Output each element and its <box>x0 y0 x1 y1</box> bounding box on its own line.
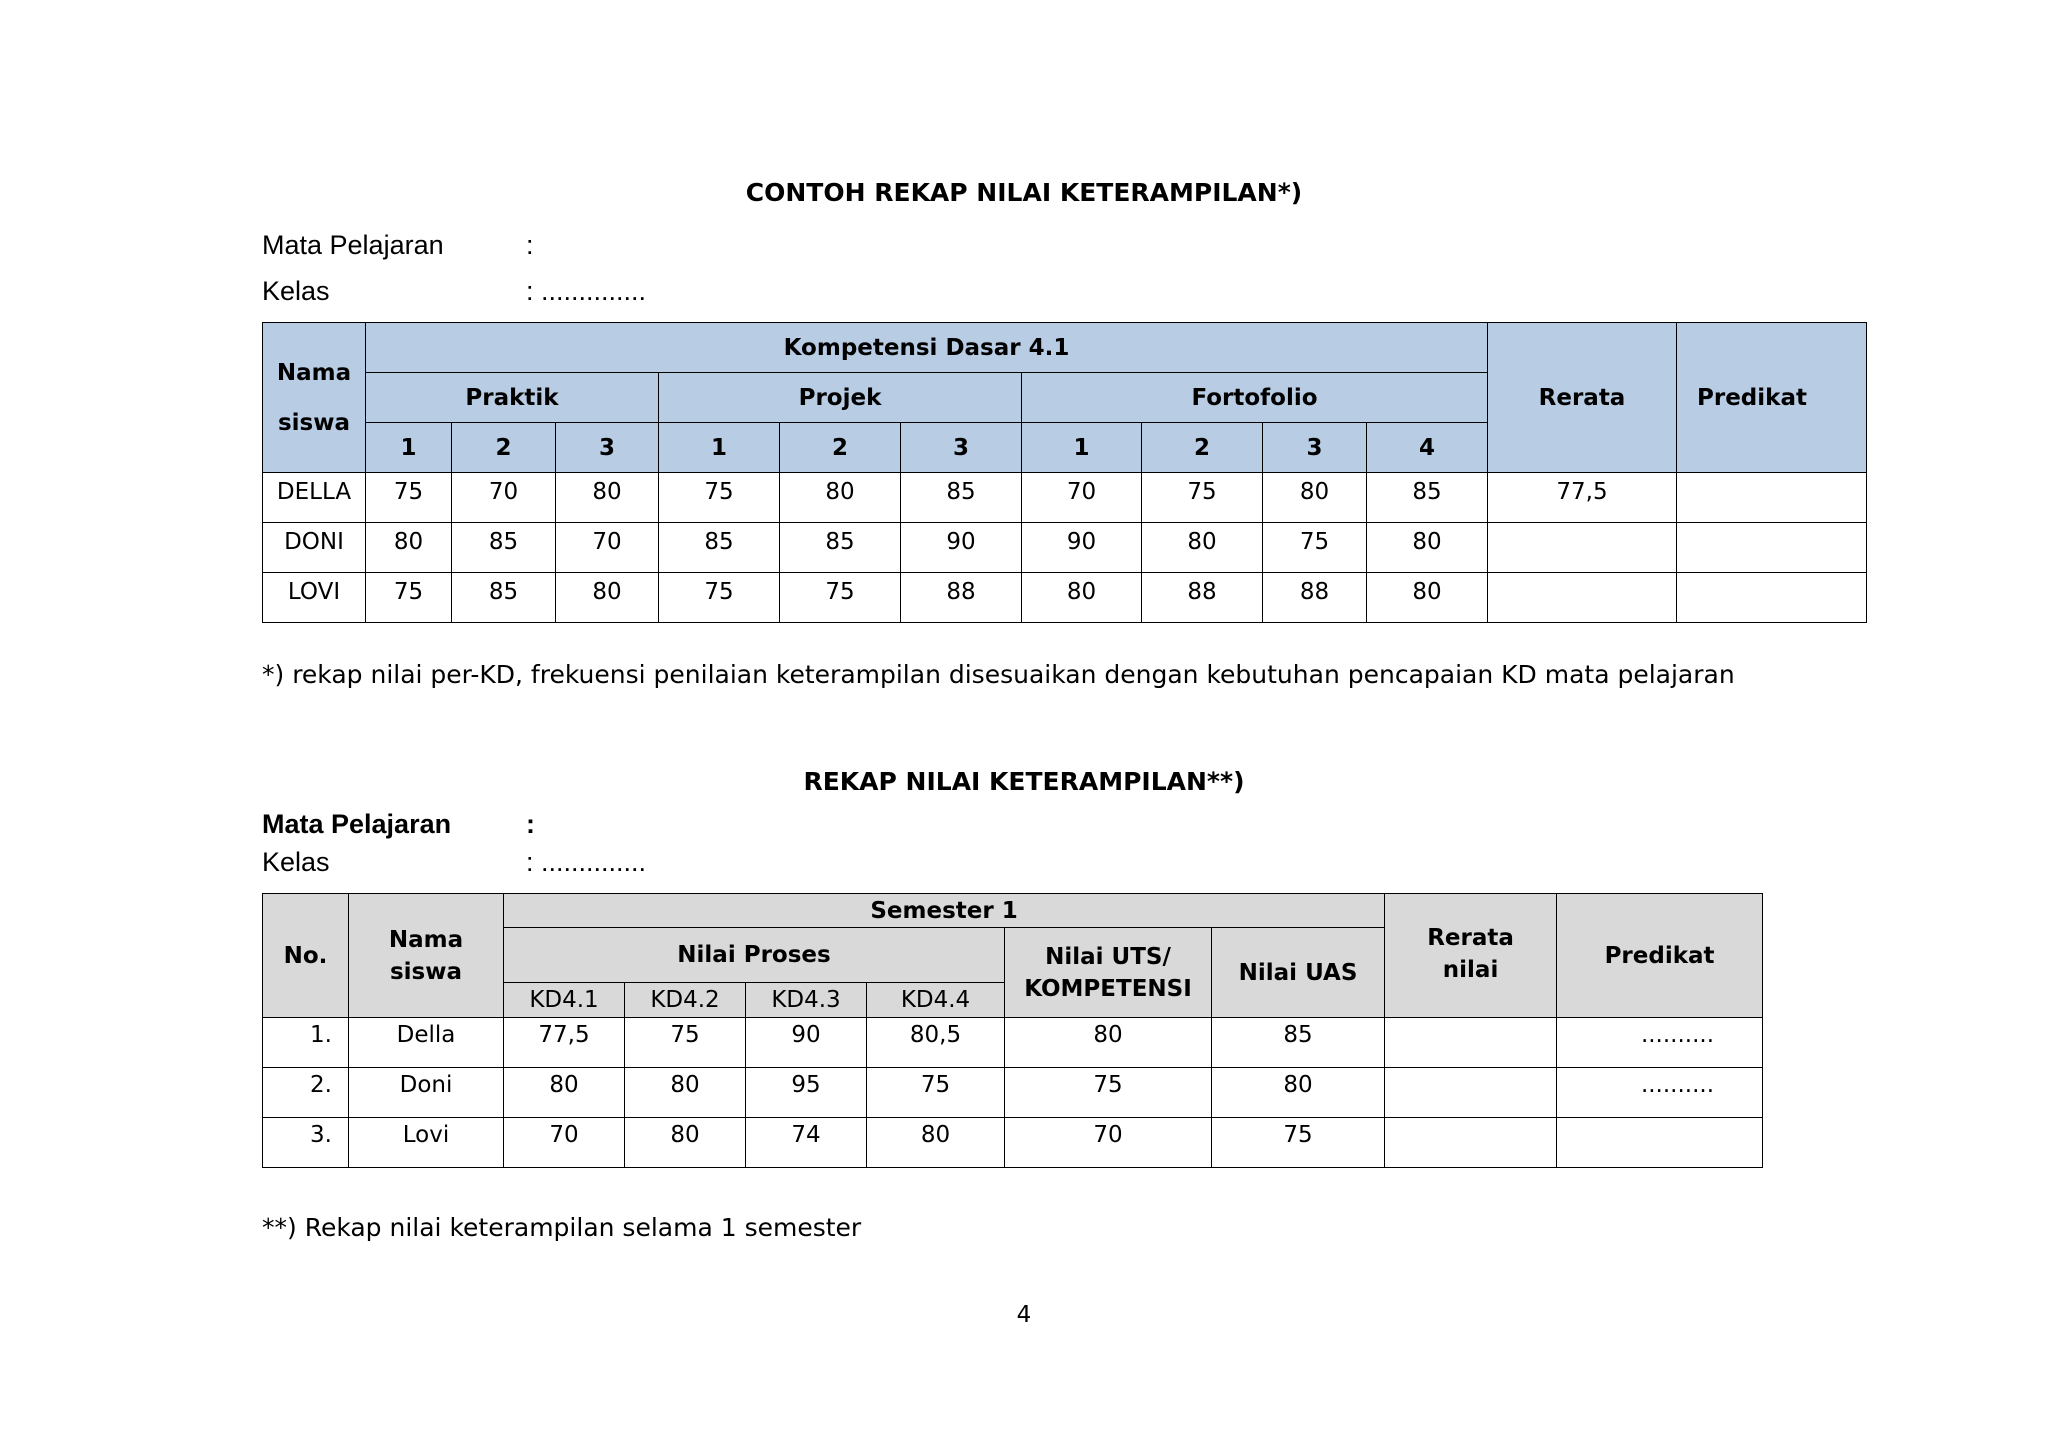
rerata-header <box>1385 894 1557 1018</box>
sub-header: 1 <box>659 423 780 473</box>
score-cell: 80 <box>780 473 901 523</box>
proses-header: Nilai Proses <box>504 928 1005 983</box>
score-cell: 88 <box>1142 573 1263 623</box>
uas-cell: 75 <box>1212 1118 1385 1168</box>
kd-score-cell: 80 <box>625 1118 746 1168</box>
table-row <box>263 1068 1763 1118</box>
name-header-line2: siswa <box>277 409 351 436</box>
score-cell: 85 <box>901 473 1022 523</box>
sub-header: 4 <box>1367 423 1488 473</box>
group-header-praktik: Praktik <box>366 373 659 423</box>
kd-score-cell: 70 <box>504 1118 625 1168</box>
sub-header: 3 <box>901 423 1022 473</box>
skill-score-table <box>262 322 1867 623</box>
predikat-header: Predikat <box>1677 323 1867 473</box>
uts-cell: 80 <box>1005 1018 1212 1068</box>
rerata-cell <box>1488 523 1677 573</box>
kd-score-cell: 90 <box>746 1018 867 1068</box>
kd-header: KD4.2 <box>625 983 746 1018</box>
score-cell: 85 <box>1367 473 1488 523</box>
uts-header-line1: Nilai UTS/ <box>1045 943 1171 970</box>
predikat-cell: .......... <box>1557 1068 1763 1118</box>
group-header-fortofolio: Fortofolio <box>1022 373 1488 423</box>
semester-header: Semester 1 <box>504 894 1385 928</box>
section1-title: CONTOH REKAP NILAI KETERAMPILAN*) <box>745 178 1303 207</box>
uas-cell: 80 <box>1212 1068 1385 1118</box>
score-cell: 80 <box>1142 523 1263 573</box>
section1-subject-value: : <box>526 230 534 260</box>
kd-score-cell: 80 <box>867 1118 1005 1168</box>
score-cell: 88 <box>1263 573 1367 623</box>
score-cell: 75 <box>1142 473 1263 523</box>
kd-header: KD4.3 <box>746 983 867 1018</box>
predikat-cell <box>1677 523 1867 573</box>
uts-header-line2: KOMPETENSI <box>1024 975 1192 1002</box>
uts-cell: 70 <box>1005 1118 1212 1168</box>
uas-header: Nilai UAS <box>1212 928 1385 1018</box>
score-cell: 85 <box>659 523 780 573</box>
name-header-line2: siswa <box>389 958 463 985</box>
table-row <box>263 1118 1763 1168</box>
score-cell: 80 <box>1367 573 1488 623</box>
section1-class-value: : .............. <box>526 276 647 306</box>
predikat-cell: .......... <box>1557 1018 1763 1068</box>
section1-subject-label: Mata Pelajaran <box>262 230 444 260</box>
predikat-cell <box>1677 573 1867 623</box>
page-number: 4 <box>1016 1302 1032 1328</box>
predikat-header: Predikat <box>1557 894 1763 1018</box>
section1-class-label: Kelas <box>262 276 330 306</box>
score-cell: 75 <box>659 573 780 623</box>
section2-class-value: : .............. <box>526 847 647 877</box>
student-name: DONI <box>263 523 366 573</box>
score-cell: 75 <box>366 473 452 523</box>
student-name: Della <box>349 1018 504 1068</box>
sub-header: 2 <box>1142 423 1263 473</box>
rerata-header: Rerata <box>1488 323 1677 473</box>
sub-header: 1 <box>1022 423 1142 473</box>
uts-cell: 75 <box>1005 1068 1212 1118</box>
score-cell: 75 <box>780 573 901 623</box>
kd-score-cell: 77,5 <box>504 1018 625 1068</box>
rerata-cell <box>1385 1068 1557 1118</box>
score-cell: 80 <box>1367 523 1488 573</box>
rerata-header-line2: nilai <box>1442 957 1499 983</box>
table-row <box>263 573 1867 623</box>
section2-subject-label: Mata Pelajaran <box>262 809 452 839</box>
no-header: No. <box>263 894 349 1018</box>
name-header-line1: Nama <box>276 359 352 386</box>
section2-footnote: **) Rekap nilai keterampilan selama 1 semester <box>262 1213 862 1242</box>
name-header-line1: Nama <box>388 926 464 953</box>
student-name: Doni <box>349 1068 504 1118</box>
row-number: 3. <box>263 1118 349 1168</box>
score-cell: 70 <box>556 523 659 573</box>
sub-header: 3 <box>556 423 659 473</box>
rerata-cell <box>1385 1018 1557 1068</box>
kd-score-cell: 75 <box>625 1018 746 1068</box>
section2-subject-value: : <box>526 809 535 839</box>
section2-title: REKAP NILAI KETERAMPILAN**) <box>803 767 1245 796</box>
score-cell: 75 <box>659 473 780 523</box>
row-number: 1. <box>263 1018 349 1068</box>
student-name: DELLA <box>263 473 366 523</box>
kd-score-cell: 80 <box>504 1068 625 1118</box>
sub-header: 2 <box>452 423 556 473</box>
kd-score-cell: 74 <box>746 1118 867 1168</box>
group-header-projek: Projek <box>659 373 1022 423</box>
semester-score-table <box>262 893 1763 1168</box>
table-row <box>263 1018 1763 1068</box>
student-name: LOVI <box>263 573 366 623</box>
table-row <box>263 473 1867 523</box>
score-cell: 80 <box>556 573 659 623</box>
score-cell: 85 <box>780 523 901 573</box>
score-cell: 70 <box>452 473 556 523</box>
score-cell: 70 <box>1022 473 1142 523</box>
score-cell: 88 <box>901 573 1022 623</box>
predikat-cell <box>1677 473 1867 523</box>
sub-header: 1 <box>366 423 452 473</box>
uts-header <box>1005 928 1212 1018</box>
row-number: 2. <box>263 1068 349 1118</box>
table-row <box>263 523 1867 573</box>
kd-header: KD4.4 <box>867 983 1005 1018</box>
uas-cell: 85 <box>1212 1018 1385 1068</box>
rerata-cell: 77,5 <box>1488 473 1677 523</box>
score-cell: 75 <box>1263 523 1367 573</box>
rerata-cell <box>1488 573 1677 623</box>
kd-header: KD4.1 <box>504 983 625 1018</box>
rerata-header-line1: Rerata <box>1427 925 1514 951</box>
kd-score-cell: 75 <box>867 1068 1005 1118</box>
name-header <box>349 894 504 1018</box>
kd-score-cell: 80 <box>625 1068 746 1118</box>
score-cell: 75 <box>366 573 452 623</box>
score-cell: 90 <box>901 523 1022 573</box>
kd-score-cell: 80,5 <box>867 1018 1005 1068</box>
score-cell: 85 <box>452 573 556 623</box>
kd-score-cell: 95 <box>746 1068 867 1118</box>
rerata-cell <box>1385 1118 1557 1168</box>
section1-footnote: *) rekap nilai per-KD, frekuensi penilaian keterampilan disesuaikan dengan kebutuhan pencapaian KD mata pelajaran <box>262 660 1735 689</box>
student-name: Lovi <box>349 1118 504 1168</box>
score-cell: 80 <box>1022 573 1142 623</box>
score-cell: 80 <box>556 473 659 523</box>
kd-header: Kompetensi Dasar 4.1 <box>366 323 1488 373</box>
predikat-cell <box>1557 1118 1763 1168</box>
section2-class-label: Kelas <box>262 847 330 877</box>
name-header <box>263 323 366 473</box>
sub-header: 3 <box>1263 423 1367 473</box>
sub-header: 2 <box>780 423 901 473</box>
score-cell: 85 <box>452 523 556 573</box>
score-cell: 80 <box>1263 473 1367 523</box>
score-cell: 80 <box>366 523 452 573</box>
score-cell: 90 <box>1022 523 1142 573</box>
